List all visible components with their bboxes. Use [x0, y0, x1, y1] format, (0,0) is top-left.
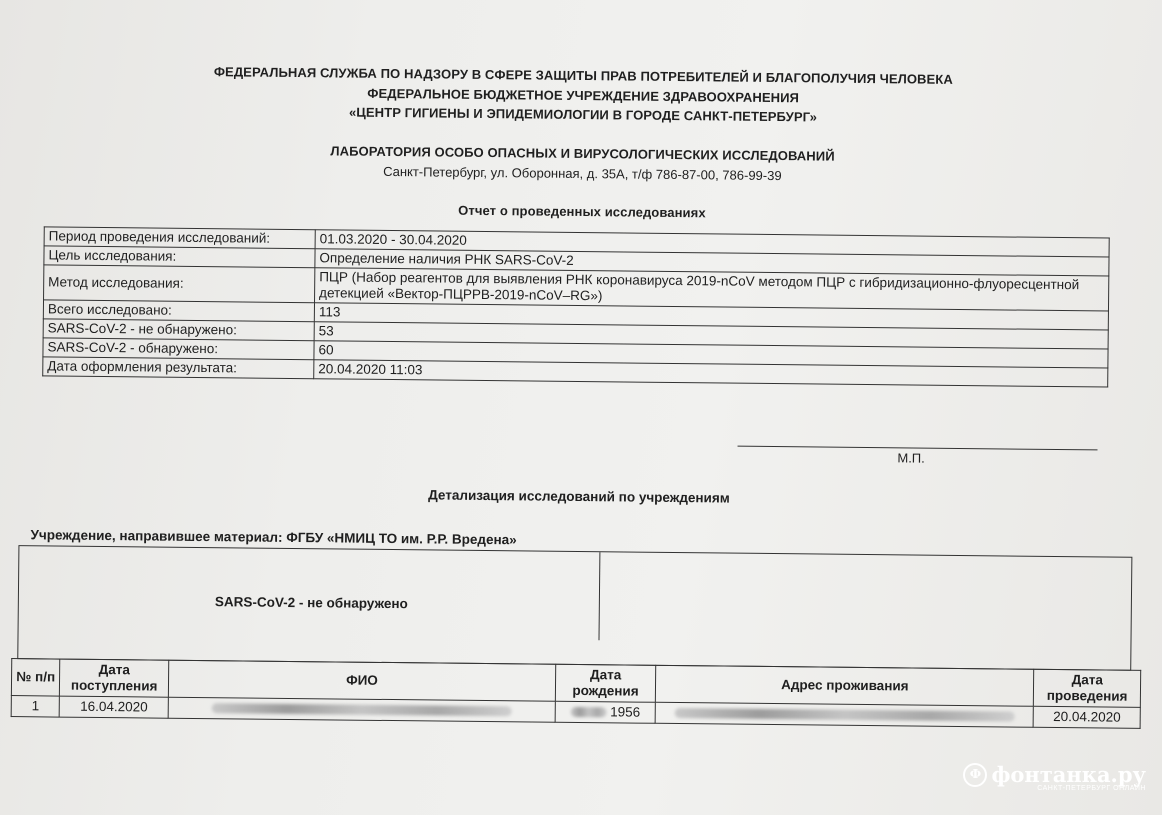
- logo-circle-icon: Ф: [963, 763, 987, 787]
- summary-value: 53: [314, 322, 1108, 349]
- col-test-date: Дата проведения: [1034, 669, 1141, 707]
- summary-key: Всего исследовано:: [43, 300, 314, 322]
- summary-value: ПЦР (Набор реагентов для выявления РНК коронавируса 2019-nCoV методом ПЦР с гибридизационно-флуоресцентной детекцией «Вектор-ПЦРРВ-2019-nCoV–RG»): [315, 268, 1109, 311]
- summary-key: Цель исследования:: [44, 246, 315, 268]
- col-address: Адрес проживания: [656, 665, 1035, 706]
- result-group-box: [17, 545, 1132, 671]
- col-received-date: Дата поступления: [60, 659, 169, 697]
- logo-subtitle: САНКТ-ПЕТЕРБУРГ ОНЛАЙН: [1037, 785, 1146, 792]
- result-group-label: SARS-CoV-2 - не обнаружено: [214, 594, 408, 612]
- row-number: 1: [11, 696, 60, 718]
- report-title: Отчет о проведенных исследованиях: [458, 202, 706, 221]
- summary-key: Метод исследования:: [44, 265, 315, 303]
- laboratory-name: ЛАБОРАТОРИЯ ОСОБО ОПАСНЫХ И ВИРУСОЛОГИЧЕСКИХ ИССЛЕДОВАНИЙ: [330, 143, 835, 164]
- institution-name: «ЦЕНТР ГИГИЕНЫ И ЭПИДЕМИОЛОГИИ В ГОРОДЕ САНКТ-ПЕТЕРБУРГ»: [348, 104, 818, 125]
- row-birth-date: [555, 701, 656, 723]
- summary-value: 60: [314, 341, 1108, 368]
- summary-key: SARS-CoV-2 - обнаружено:: [43, 338, 314, 360]
- redaction-blur: [212, 704, 512, 717]
- institution-type: ФЕДЕРАЛЬНОЕ БЮДЖЕТНОЕ УЧРЕЖДЕНИЕ ЗДРАВООХРАНЕНИЯ: [367, 85, 800, 106]
- logo-wordmark: [963, 762, 1146, 787]
- col-birth-date: Дата рождения: [555, 664, 656, 702]
- referring-institution: Учреждение, направившее материал: ФГБУ «НМИЦ ТО им. Р.Р. Вредена»: [30, 527, 517, 548]
- summary-key: Период проведения исследований:: [44, 227, 315, 249]
- row-address-redacted: [655, 702, 1033, 727]
- redaction-blur: [570, 707, 606, 717]
- summary-value: 113: [314, 303, 1108, 330]
- summary-value: 01.03.2020 - 30.04.2020: [315, 230, 1109, 257]
- row-received-date: 16.04.2020: [59, 696, 168, 718]
- stamp-placeholder: М.П.: [897, 450, 925, 466]
- details-title: Детализация исследований по учреждениям: [428, 487, 730, 506]
- summary-table: [42, 226, 1110, 387]
- col-number: № п/п: [11, 659, 60, 697]
- fontanka-logo: [963, 762, 1146, 792]
- box-divider: [598, 552, 600, 640]
- row-full-name-redacted: [168, 697, 555, 722]
- summary-value: Определение наличия РНК SARS-CoV-2: [315, 249, 1109, 276]
- summary-key: Дата оформления результата:: [43, 357, 314, 379]
- row-test-date: 20.04.2020: [1034, 706, 1141, 728]
- summary-key: SARS-CoV-2 - не обнаружено:: [43, 319, 314, 341]
- agency-title: ФЕДЕРАЛЬНАЯ СЛУЖБА ПО НАДЗОРУ В СФЕРЕ ЗАЩИТЫ ПРАВ ПОТРЕБИТЕЛЕЙ И БЛАГОПОЛУЧИЯ ЧЕЛОВЕКА: [213, 64, 953, 87]
- logo-text: фонтанка.ру: [991, 762, 1146, 787]
- col-full-name: ФИО: [168, 660, 555, 701]
- birth-year: 1956: [610, 704, 641, 720]
- patients-table: [11, 658, 1142, 729]
- redaction-blur: [674, 708, 1014, 722]
- laboratory-address: Санкт-Петербург, ул. Оборонная, д. 35А, т/ф 786-87-00, 786-99-39: [383, 163, 782, 184]
- summary-value: 20.04.2020 11:03: [314, 360, 1108, 387]
